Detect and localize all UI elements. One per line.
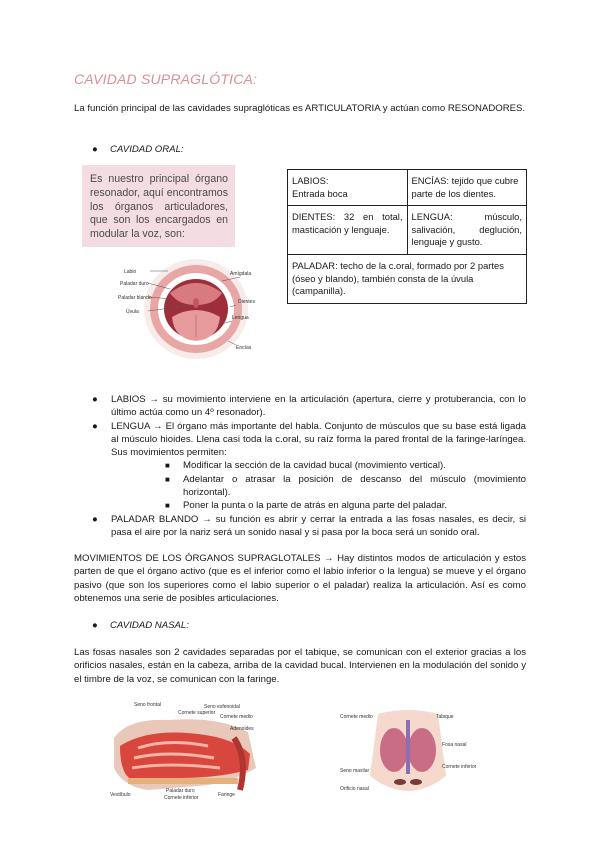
nasal-label: Paladar duro: [166, 788, 195, 794]
nasal-label: Orificio nasal: [340, 786, 369, 792]
mouth-label: Paladar duro: [120, 281, 149, 287]
mouth-label: Úvula: [126, 309, 139, 315]
nasal-fossa-left: [380, 728, 408, 772]
oral-callout-text: Es nuestro principal órgano resonador, aquí encontramos los órganos articuladores, que son los encargados en modular la voz, son:: [90, 173, 228, 241]
sub-bullet: ■: [165, 501, 170, 511]
mouth-label: Amígdala: [230, 271, 252, 277]
oral-heading: [92, 144, 184, 155]
bullet: ●: [92, 394, 98, 405]
mouth-label: Encías: [236, 345, 252, 351]
bullet: ●: [92, 620, 98, 631]
list-item-labios: [92, 393, 526, 420]
nasal-label: Seno maxilar: [340, 768, 370, 774]
cell-labios: LABIOS: Entrada boca: [288, 170, 408, 206]
oral-callout-box: [82, 165, 235, 247]
labios-text: LABIOS → su movimiento interviene en la articulación (apertura, cierre y protuberancia, con lo último actúa como un 4º resonador).: [111, 394, 526, 419]
nasal-heading: [92, 620, 189, 631]
nasal-sagittal-figure: [108, 698, 264, 804]
nasal-label: Cornete medio: [340, 714, 373, 720]
lengua-text: LENGUA → El órgano más importante del habla. Conjunto de músculos que su base está ligada al músculo hioides. Llena casi toda la c.oral, su raíz forma la pared frontal de la faringe-laríngea. Sus movimientos permiten:: [111, 420, 526, 459]
nasal-label: Fosa nasal: [442, 742, 467, 748]
uvula-shape: [193, 298, 199, 308]
nasal-label: Cornete medio: [220, 714, 253, 720]
nostril-right: [410, 779, 422, 785]
movimientos-paragraph: MOVIMIENTOS DE LOS ÓRGANOS SUPRAGLOTALES → Hay distintos modos de articulación y estos parten de que el órgano activo (que es el inferior como el labio inferior o la lengua) se mueve y el órgano pasivo (que son los superiores como el labio superior o el paladar) realiza la articulación. Así es como obtenemos una serie de posibles articulaciones.: [74, 553, 526, 604]
nostril-left: [394, 779, 406, 785]
mouth-label: Paladar blando: [118, 295, 152, 301]
sub-bullet: ■: [165, 461, 170, 471]
nasal-label: Seno esfenoidal: [204, 704, 240, 710]
sub-item: [165, 473, 526, 500]
cell-encias: ENCÍAS: tejido que cubre parte de los dientes.: [407, 170, 527, 206]
sub-bullet: ■: [165, 474, 170, 484]
mouth-label: Lengua: [232, 315, 249, 321]
nasal-label: Cornete superior: [178, 710, 216, 716]
nasal-heading-text: CAVIDAD NASAL:: [110, 620, 189, 631]
sub-item: [165, 499, 526, 512]
mouth-anatomy-figure: [118, 253, 268, 381]
mouth-label: Dientes: [238, 299, 255, 305]
nasal-frontal-figure: [338, 706, 476, 806]
nasal-label: Seno frontal: [134, 702, 161, 708]
nasal-paragraph: Las fosas nasales son 2 cavidades separadas por el tabique, se comunican con el exterior gracias a los orificios nasales, están en la cabeza, arriba de la cavidad bucal. Intervienen en la modulación del sonido y el timbre de la voz, se comunican con la faringe.: [74, 647, 526, 685]
cell-lengua: LENGUA: músculo, salivación, deglución, lenguaje y gusto.: [407, 206, 527, 255]
oral-items-list: [92, 393, 526, 539]
cell-paladar: PALADAR: techo de la c.oral, formado por 2 partes (óseo y blando), también consta de la úvula (campanilla).: [288, 254, 527, 303]
intro-paragraph: La función principal de las cavidades supraglóticas es ARTICULATORIA y actúan como RESONADORES.: [74, 103, 526, 114]
paladar-text: PALADAR BLANDO → su función es abrir y cerrar la entrada a las fosas nasales, es decir, si pasa el aire por la nariz será un sonido nasal y si pasa por la boca será un sonido oral.: [111, 513, 526, 538]
bullet: ●: [92, 513, 98, 525]
nasal-label: Cornete inferior: [442, 764, 476, 770]
nasal-label: Tabique: [436, 714, 454, 720]
nasal-fossa-right: [408, 728, 436, 772]
list-item-paladar: [92, 513, 526, 540]
bullet: ●: [92, 144, 98, 155]
bullet: ●: [92, 420, 98, 432]
nasal-label: Vestíbulo: [110, 792, 131, 798]
hard-palate: [128, 778, 238, 784]
septum: [406, 720, 410, 774]
list-item-lengua: [92, 420, 526, 460]
oral-heading-text: CAVIDAD ORAL:: [110, 144, 184, 155]
section-title: CAVIDAD SUPRAGLÓTICA:: [74, 71, 258, 87]
sub-item: [165, 459, 526, 472]
mouth-label: Labio: [124, 269, 137, 275]
nasal-label: Cornete inferior: [164, 795, 199, 801]
oral-organs-table: [287, 169, 527, 304]
nasal-label: Faringe: [218, 792, 235, 798]
sub-item-text: Adelantar o atrasar la posición de descanso del músculo (movimiento horizontal).: [183, 473, 526, 499]
sub-item-text: Poner la punta o la parte de atrás en alguna parte del paladar.: [183, 500, 448, 512]
sub-item-text: Modificar la sección de la cavidad bucal (movimiento vertical).: [183, 460, 446, 472]
cell-dientes: DIENTES: 32 en total, masticación y lenguaje.: [288, 206, 408, 255]
nasal-label: Adenoides: [230, 726, 254, 732]
